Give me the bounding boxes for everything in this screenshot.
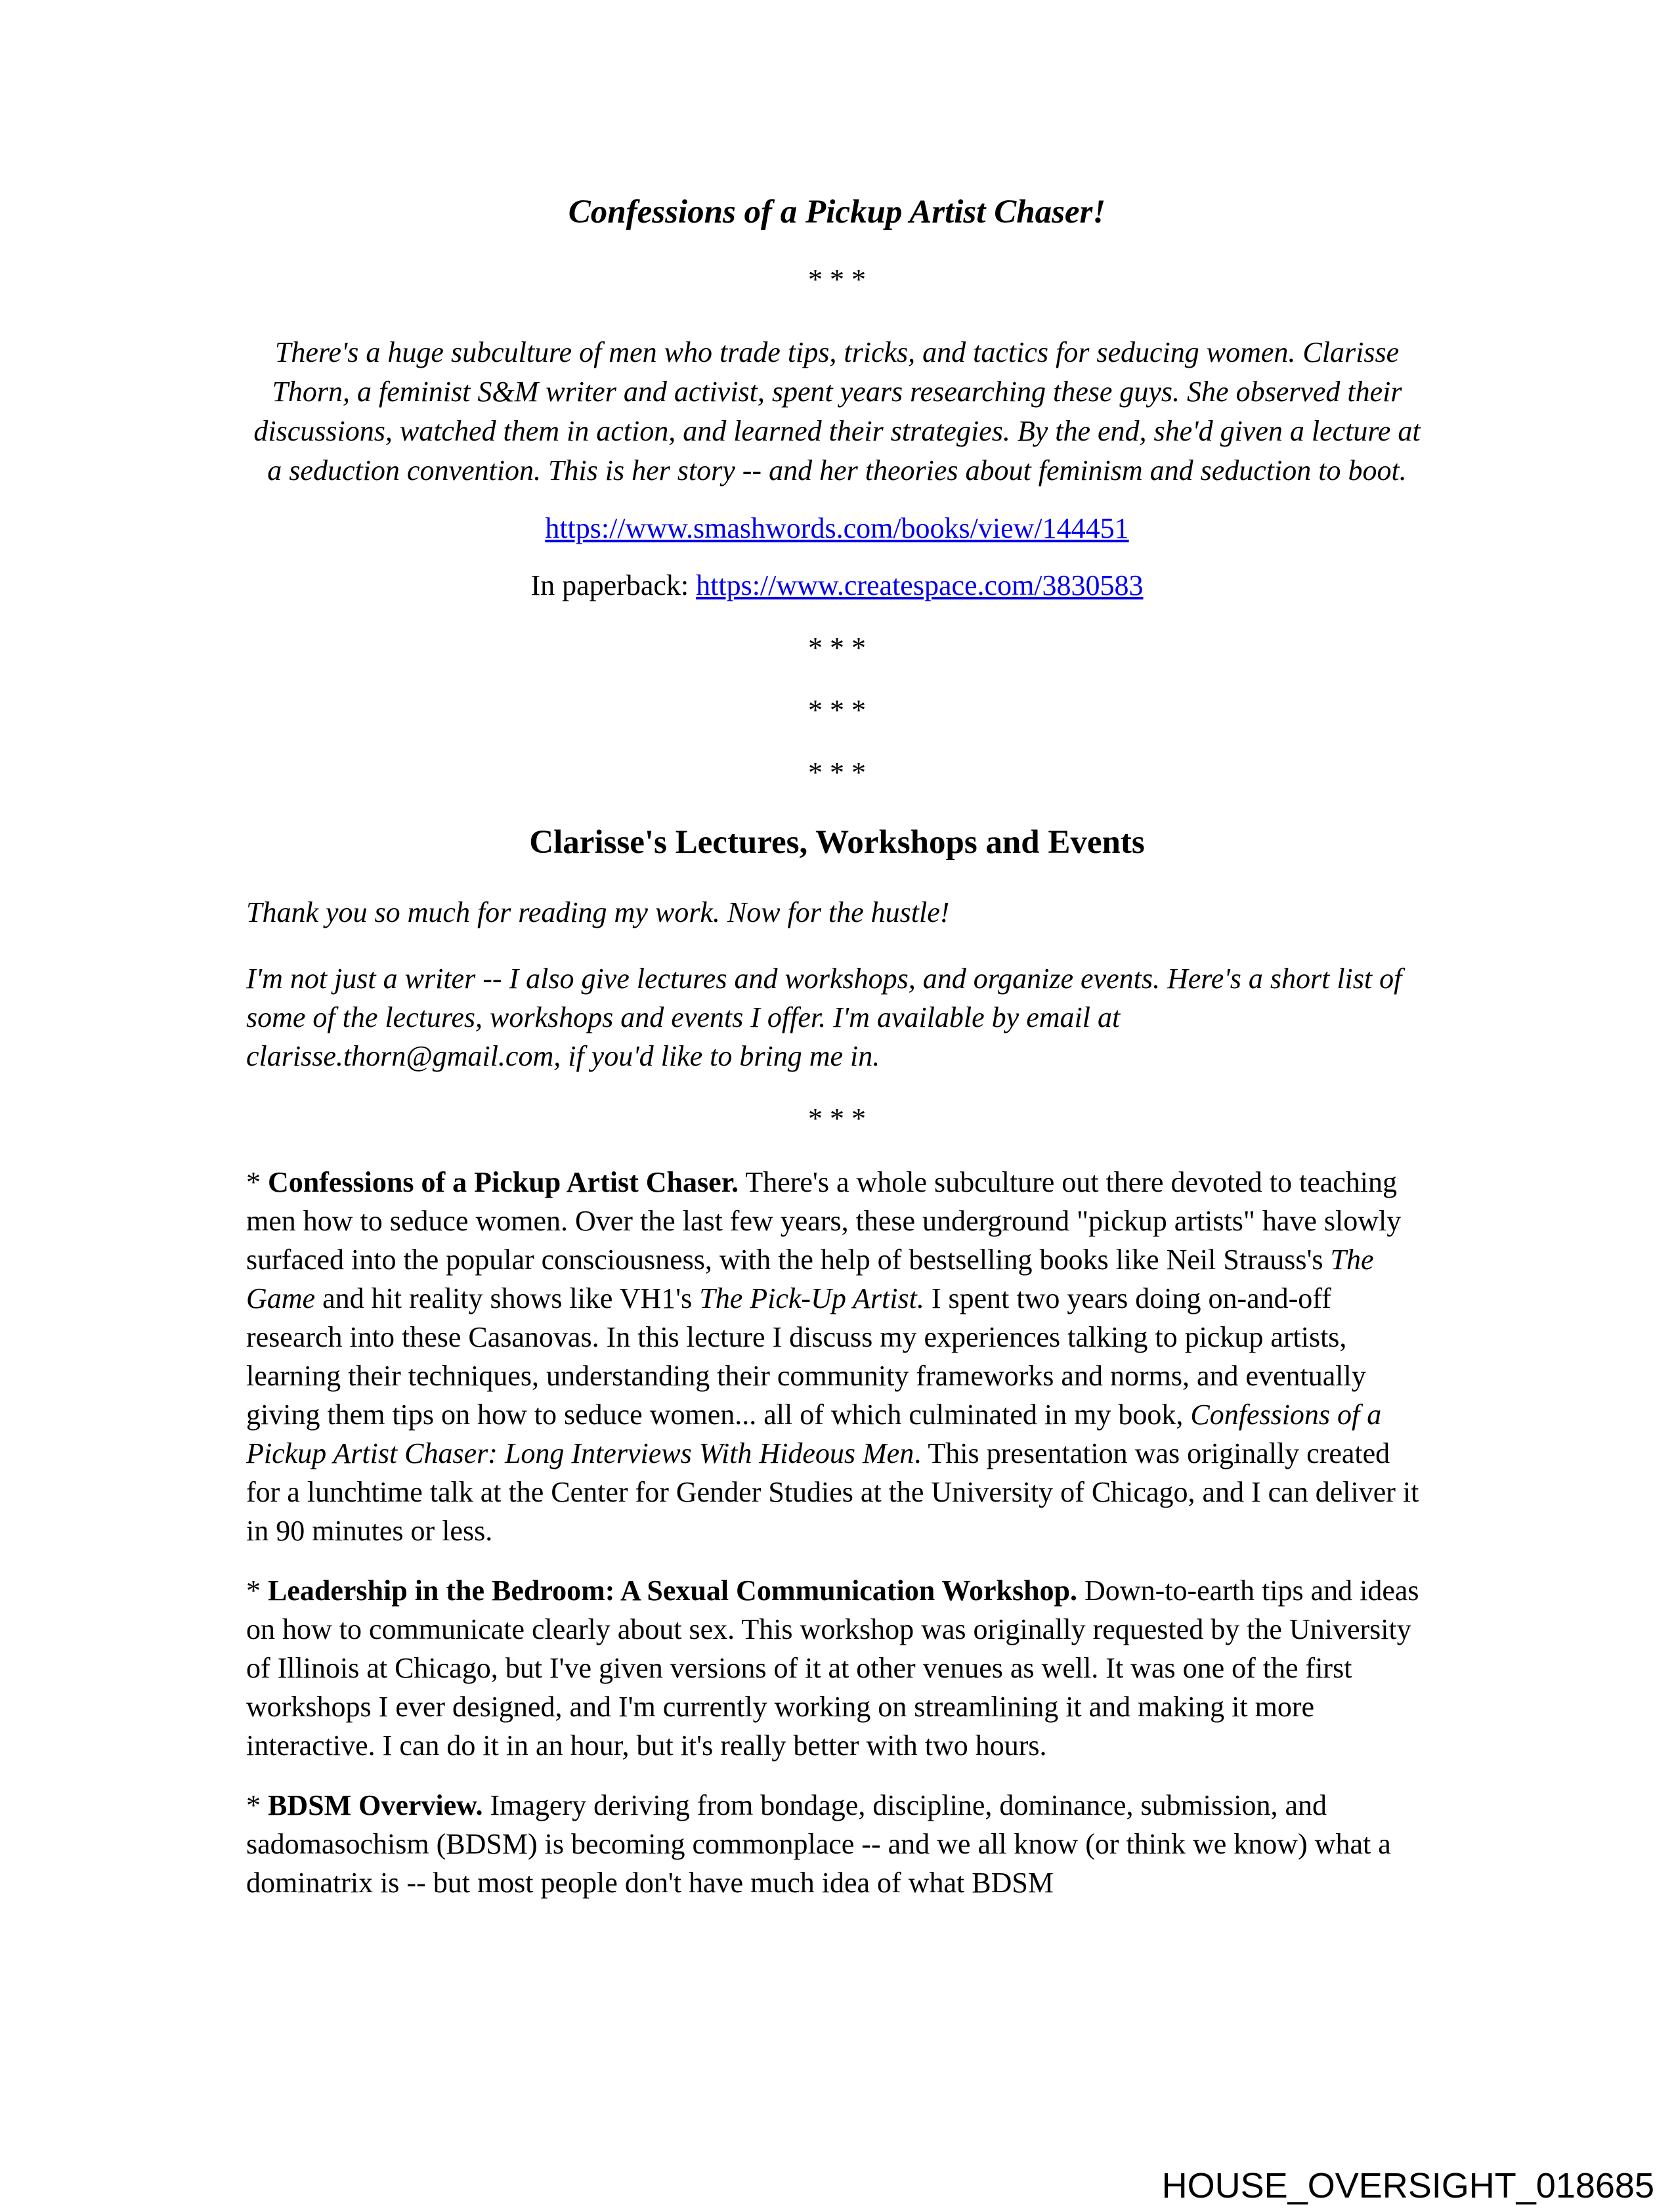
separator: * * * xyxy=(808,694,866,726)
createspace-link[interactable]: https://www.createspace.com/3830583 xyxy=(696,569,1144,601)
section-heading: Clarisse's Lectures, Workshops and Events xyxy=(529,824,1145,861)
page-title: Confessions of a Pickup Artist Chaser! xyxy=(568,194,1106,230)
bates-number: HOUSE_OVERSIGHT_018685 xyxy=(1161,2166,1654,2205)
smashwords-link[interactable]: https://www.smashwords.com/books/view/144451 xyxy=(545,512,1129,544)
text-run: * xyxy=(246,1789,268,1821)
separator: * * * xyxy=(808,632,866,664)
text-run: Confessions of a Pickup Artist Chaser: Long Interviews With Hideous Men xyxy=(246,1399,1382,1469)
text-run: Leadership in the Bedroom: A Sexual Communication Workshop. xyxy=(268,1574,1078,1607)
text-run: . This presentation was originally created for a lunchtime talk at the Center for Gender Studies at the University of Chicago, and I can deliver it in 90 minutes or less. xyxy=(246,1437,1419,1547)
intro-paragraph: There's a huge subculture of men who trade tips, tricks, and tactics for seducing women. Clarisse Thorn, a feminist S&M writer and activist, spent years researching these guys. She observed their discussions, watched them in action, and learned their strategies. By the end, she'd given a lecture at a seduction convention. This is her story -- and her theories about feminism and seduction to boot. xyxy=(253,336,1421,487)
text-run: Imagery deriving from bondage, discipline, dominance, submission, and sadomasochism (BDSM) is becoming commonplace -- and we all know (or think we know) what a dominatrix is -- but most people don't have much idea of what BDSM xyxy=(246,1789,1391,1899)
lecture-paragraph-confessions xyxy=(246,1163,1428,1550)
paperback-line xyxy=(246,566,1428,605)
paperback-label: In paperback: xyxy=(530,569,697,601)
document-body xyxy=(246,0,1428,1923)
text-run: Down-to-earth tips and ideas on how to communicate clearly about sex. This workshop was originally requested by the University of Illinois at Chicago, but I've given versions of it at other venues as well. It was one of the first workshops I ever designed, and I'm currently working on streamlining it and making it more interactive. I can do it in an hour, but it's really better with two hours. xyxy=(246,1574,1419,1762)
text-run: * xyxy=(246,1574,268,1607)
text-run: The Game xyxy=(246,1244,1374,1314)
separator: * * * xyxy=(808,756,866,789)
text-run: Confessions of a Pickup Artist Chaser. xyxy=(268,1166,739,1198)
lecture-paragraph-bdsm xyxy=(246,1786,1428,1902)
text-run: BDSM Overview. xyxy=(268,1789,483,1821)
thanks-paragraph: Thank you so much for reading my work. Now for the hustle! xyxy=(246,896,950,928)
separator: * * * xyxy=(808,263,866,295)
separator: * * * xyxy=(808,1102,866,1135)
text-run: The Pick-Up Artist. xyxy=(699,1282,924,1314)
lecture-paragraph-leadership xyxy=(246,1571,1428,1765)
text-run: There's a whole subculture out there devoted to teaching men how to seduce women. Over the last few years, these underground "pickup artists" have slowly surfaced into the popular consciousness, with the help of bestselling books like Neil Strauss's xyxy=(246,1166,1402,1276)
smashwords-link-line xyxy=(246,509,1428,548)
text-run: I spent two years doing on-and-off research into these Casanovas. In this lecture I discuss my experiences talking to pickup artists, learning their techniques, understanding their community frameworks and norms, and eventually giving them tips on how to seduce women... all of which culminated in my book, xyxy=(246,1282,1366,1431)
hustle-paragraph: I'm not just a writer -- I also give lectures and workshops, and organize events. Here's a short list of some of the lectures, workshops and events I offer. I'm available by email at clarisse.thorn@gmail.com, if you'd like to bring me in. xyxy=(246,963,1402,1072)
text-run: * xyxy=(246,1166,268,1198)
text-run: and hit reality shows like VH1's xyxy=(315,1282,700,1314)
